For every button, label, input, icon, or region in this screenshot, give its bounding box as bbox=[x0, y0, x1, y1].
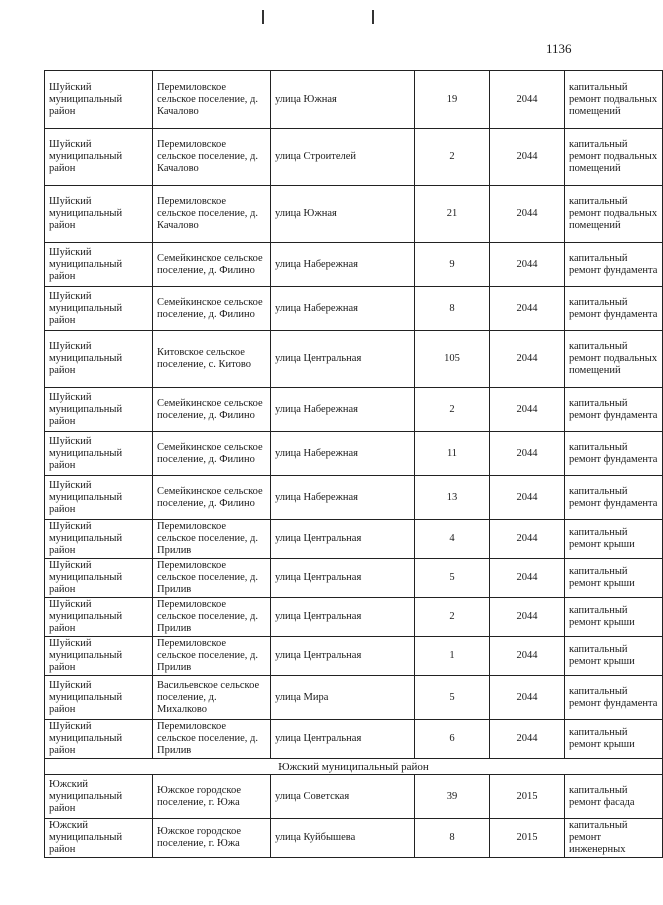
cell-area: Шуйский муниципальный район bbox=[45, 186, 153, 243]
cell-house-number: 13 bbox=[415, 476, 490, 520]
cell-settlement: Перемиловское сельское поселение, д. Прилив bbox=[153, 598, 271, 637]
cell-street: улица Набережная bbox=[271, 388, 415, 432]
cell-settlement: Семейкинское сельское поселение, д. Филино bbox=[153, 432, 271, 476]
cell-street: улица Набережная bbox=[271, 243, 415, 287]
cell-work-type: капитальный ремонт фундамента bbox=[565, 287, 663, 331]
cell-house-number: 11 bbox=[415, 432, 490, 476]
cell-street: улица Советская bbox=[271, 775, 415, 819]
cell-settlement: Перемиловское сельское поселение, д. Прилив bbox=[153, 637, 271, 676]
cell-work-type: капитальный ремонт подвальных помещений bbox=[565, 71, 663, 129]
table-row bbox=[45, 676, 663, 720]
cell-area: Шуйский муниципальный район bbox=[45, 720, 153, 759]
table-row bbox=[45, 71, 663, 129]
cell-area: Шуйский муниципальный район bbox=[45, 129, 153, 186]
cell-house-number: 5 bbox=[415, 676, 490, 720]
repair-schedule-table bbox=[44, 70, 663, 858]
cell-area: Шуйский муниципальный район bbox=[45, 559, 153, 598]
table-row bbox=[45, 720, 663, 759]
scan-mark-left bbox=[262, 10, 264, 24]
table-row bbox=[45, 819, 663, 858]
cell-work-type: капитальный ремонт подвальных помещений bbox=[565, 331, 663, 388]
cell-year: 2044 bbox=[490, 520, 565, 559]
cell-house-number: 1 bbox=[415, 637, 490, 676]
cell-settlement: Перемиловское сельское поселение, д. Качалово bbox=[153, 71, 271, 129]
cell-work-type: капитальный ремонт фасада bbox=[565, 775, 663, 819]
table-row bbox=[45, 637, 663, 676]
cell-street: улица Центральная bbox=[271, 559, 415, 598]
cell-house-number: 21 bbox=[415, 186, 490, 243]
cell-house-number: 39 bbox=[415, 775, 490, 819]
cell-work-type: капитальный ремонт фундамента bbox=[565, 388, 663, 432]
cell-work-type: капитальный ремонт крыши bbox=[565, 720, 663, 759]
cell-house-number: 6 bbox=[415, 720, 490, 759]
cell-settlement: Семейкинское сельское поселение, д. Филино bbox=[153, 476, 271, 520]
cell-house-number: 19 bbox=[415, 71, 490, 129]
cell-settlement: Перемиловское сельское поселение, д. Качалово bbox=[153, 186, 271, 243]
cell-house-number: 8 bbox=[415, 287, 490, 331]
cell-work-type: капитальный ремонт крыши bbox=[565, 520, 663, 559]
cell-work-type: капитальный ремонт фундамента bbox=[565, 432, 663, 476]
table-row bbox=[45, 287, 663, 331]
cell-area: Шуйский муниципальный район bbox=[45, 331, 153, 388]
cell-street: улица Центральная bbox=[271, 598, 415, 637]
table-row bbox=[45, 432, 663, 476]
cell-settlement: Китовское сельское поселение, с. Китово bbox=[153, 331, 271, 388]
cell-street: улица Набережная bbox=[271, 476, 415, 520]
cell-settlement: Перемиловское сельское поселение, д. Прилив bbox=[153, 720, 271, 759]
cell-house-number: 9 bbox=[415, 243, 490, 287]
cell-year: 2044 bbox=[490, 331, 565, 388]
cell-work-type: капитальный ремонт фундамента bbox=[565, 476, 663, 520]
cell-settlement: Перемиловское сельское поселение, д. Качалово bbox=[153, 129, 271, 186]
cell-area: Шуйский муниципальный район bbox=[45, 243, 153, 287]
cell-area: Южский муниципальный район bbox=[45, 819, 153, 858]
cell-year: 2044 bbox=[490, 637, 565, 676]
cell-street: улица Мира bbox=[271, 676, 415, 720]
table-row bbox=[45, 598, 663, 637]
cell-settlement: Перемиловское сельское поселение, д. Прилив bbox=[153, 559, 271, 598]
cell-area: Шуйский муниципальный район bbox=[45, 71, 153, 129]
cell-year: 2044 bbox=[490, 432, 565, 476]
cell-settlement: Васильевское сельское поселение, д. Михалково bbox=[153, 676, 271, 720]
cell-street: улица Центральная bbox=[271, 720, 415, 759]
cell-year: 2044 bbox=[490, 287, 565, 331]
cell-year: 2044 bbox=[490, 720, 565, 759]
cell-settlement: Перемиловское сельское поселение, д. Прилив bbox=[153, 520, 271, 559]
cell-area: Шуйский муниципальный район bbox=[45, 676, 153, 720]
cell-street: улица Центральная bbox=[271, 520, 415, 559]
cell-year: 2044 bbox=[490, 71, 565, 129]
cell-area: Шуйский муниципальный район bbox=[45, 432, 153, 476]
scan-mark-right bbox=[372, 10, 374, 24]
cell-settlement: Южское городское поселение, г. Южа bbox=[153, 819, 271, 858]
cell-year: 2044 bbox=[490, 129, 565, 186]
table-row bbox=[45, 775, 663, 819]
cell-settlement: Семейкинское сельское поселение, д. Филино bbox=[153, 287, 271, 331]
cell-house-number: 2 bbox=[415, 129, 490, 186]
cell-area: Шуйский муниципальный район bbox=[45, 598, 153, 637]
cell-work-type: капитальный ремонт подвальных помещений bbox=[565, 186, 663, 243]
cell-house-number: 105 bbox=[415, 331, 490, 388]
cell-settlement: Семейкинское сельское поселение, д. Филино bbox=[153, 388, 271, 432]
cell-year: 2044 bbox=[490, 559, 565, 598]
cell-house-number: 8 bbox=[415, 819, 490, 858]
cell-area: Шуйский муниципальный район bbox=[45, 637, 153, 676]
table-row bbox=[45, 476, 663, 520]
cell-house-number: 5 bbox=[415, 559, 490, 598]
cell-street: улица Набережная bbox=[271, 432, 415, 476]
table-row bbox=[45, 186, 663, 243]
cell-work-type: капитальный ремонт крыши bbox=[565, 559, 663, 598]
section-title: Южский муниципальный район bbox=[45, 759, 663, 775]
cell-work-type: капитальный ремонт инженерных bbox=[565, 819, 663, 858]
cell-house-number: 2 bbox=[415, 598, 490, 637]
table-row bbox=[45, 559, 663, 598]
table-row bbox=[45, 520, 663, 559]
table-row bbox=[45, 388, 663, 432]
cell-area: Шуйский муниципальный район bbox=[45, 476, 153, 520]
table-row bbox=[45, 129, 663, 186]
cell-work-type: капитальный ремонт подвальных помещений bbox=[565, 129, 663, 186]
table-row bbox=[45, 243, 663, 287]
cell-year: 2044 bbox=[490, 243, 565, 287]
cell-year: 2015 bbox=[490, 819, 565, 858]
cell-house-number: 4 bbox=[415, 520, 490, 559]
section-row bbox=[45, 759, 663, 775]
cell-year: 2044 bbox=[490, 598, 565, 637]
page-number: 1136 bbox=[546, 41, 572, 56]
table-row bbox=[45, 331, 663, 388]
cell-area: Шуйский муниципальный район bbox=[45, 287, 153, 331]
cell-street: улица Центральная bbox=[271, 637, 415, 676]
cell-street: улица Центральная bbox=[271, 331, 415, 388]
cell-area: Шуйский муниципальный район bbox=[45, 388, 153, 432]
cell-street: улица Строителей bbox=[271, 129, 415, 186]
cell-work-type: капитальный ремонт крыши bbox=[565, 637, 663, 676]
cell-house-number: 2 bbox=[415, 388, 490, 432]
cell-year: 2015 bbox=[490, 775, 565, 819]
cell-street: улица Набережная bbox=[271, 287, 415, 331]
cell-street: улица Южная bbox=[271, 71, 415, 129]
cell-year: 2044 bbox=[490, 388, 565, 432]
cell-area: Шуйский муниципальный район bbox=[45, 520, 153, 559]
cell-area: Южский муниципальный район bbox=[45, 775, 153, 819]
cell-street: улица Южная bbox=[271, 186, 415, 243]
cell-year: 2044 bbox=[490, 476, 565, 520]
cell-year: 2044 bbox=[490, 186, 565, 243]
cell-settlement: Семейкинское сельское поселение, д. Филино bbox=[153, 243, 271, 287]
cell-work-type: капитальный ремонт крыши bbox=[565, 598, 663, 637]
cell-year: 2044 bbox=[490, 676, 565, 720]
cell-settlement: Южское городское поселение, г. Южа bbox=[153, 775, 271, 819]
cell-street: улица Куйбышева bbox=[271, 819, 415, 858]
cell-work-type: капитальный ремонт фундамента bbox=[565, 676, 663, 720]
cell-work-type: капитальный ремонт фундамента bbox=[565, 243, 663, 287]
